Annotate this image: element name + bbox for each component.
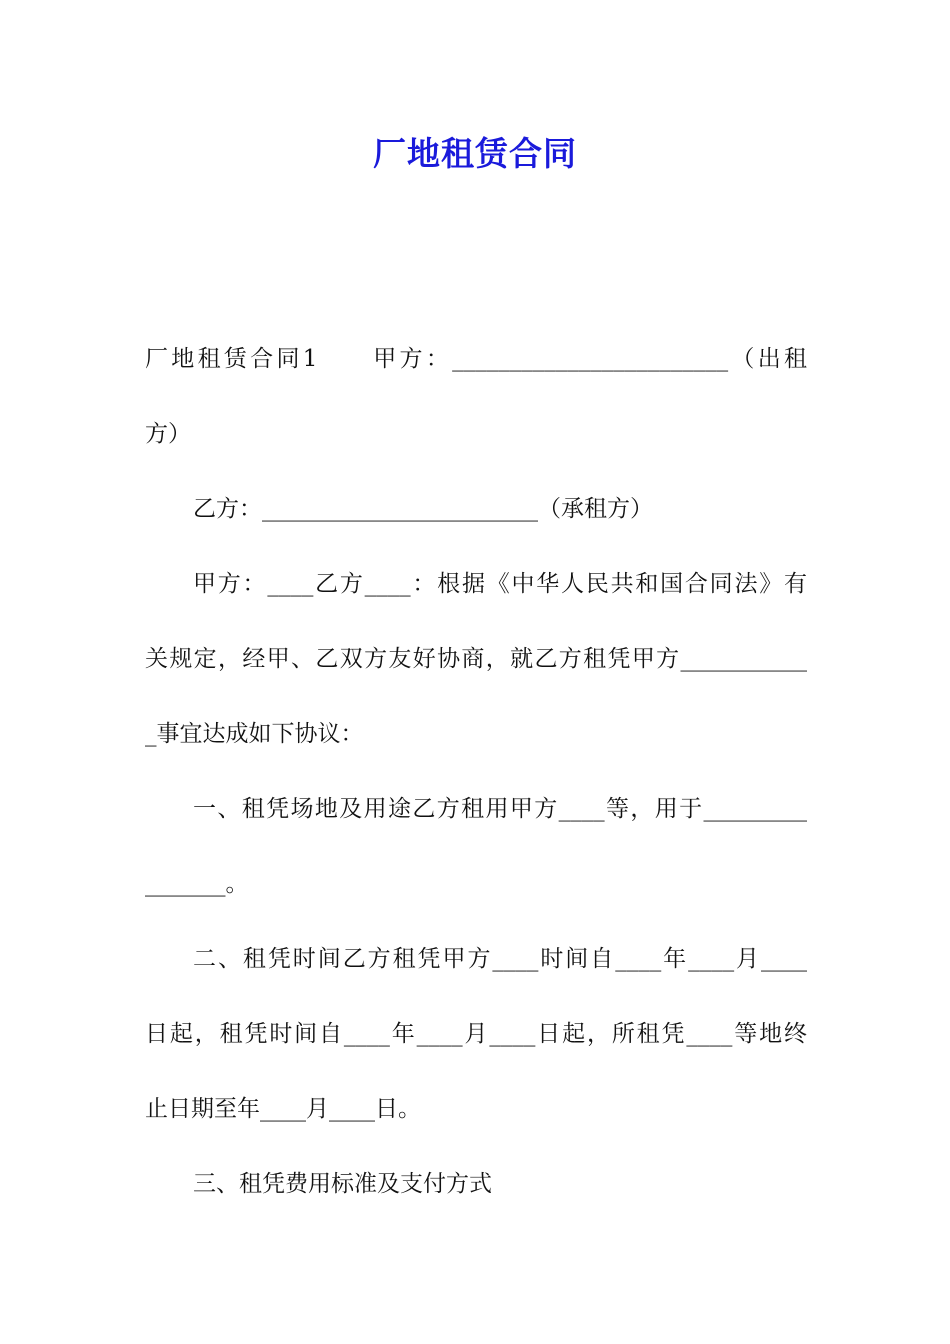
paragraph-line-6: _事宜达成如下协议： — [145, 721, 364, 747]
paragraph-line-3: 乙方：________________________（承租方） — [193, 496, 653, 522]
document-title: 厂地租赁合同 — [373, 134, 577, 173]
paragraph-line-5: 关规定，经甲、乙双方友好协商，就乙方租凭甲方___________ — [145, 646, 807, 672]
paragraph-line-1: 厂地租赁合同1 甲方：________________________（出租 — [145, 346, 807, 372]
paragraph-line-10: 日起，租凭时间自____年____月____日起，所租凭____等地终 — [145, 1021, 807, 1047]
paragraph-line-4: 甲方：____乙方____：根据《中华人民共和国合同法》有 — [193, 571, 807, 597]
paragraph-line-11: 止日期至年____月____日。 — [145, 1096, 421, 1122]
paragraph-line-7: 一、租凭场地及用途乙方租用甲方____等，用于_________ — [193, 796, 807, 822]
section-heading-3: 三、租凭费用标准及支付方式 — [193, 1171, 492, 1197]
paragraph-line-9: 二、租凭时间乙方租凭甲方____时间自____年____月____ — [193, 946, 807, 972]
paragraph-line-8: _______。 — [145, 871, 249, 897]
paragraph-line-2: 方） — [145, 421, 191, 447]
